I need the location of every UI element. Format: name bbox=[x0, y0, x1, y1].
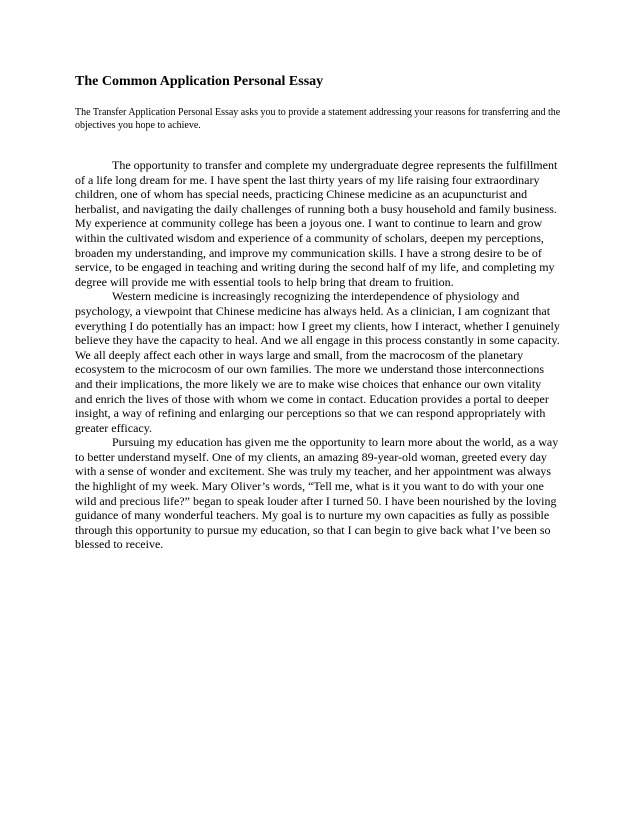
essay-body bbox=[75, 158, 561, 552]
essay-paragraph-2: Western medicine is increasingly recognizing the interdependence of physiology and psychology, a viewpoint that Chinese medicine has always held. As a clinician, I am cognizant that everything I do potentially has an impact: how I greet my clients, how I interact, whether I genuinely believe they have the capacity to heal. And we all engage in this process constantly in some capacity. We all deeply affect each other in ways large and small, from the macrocosm of the planetary ecosystem to the microcosm of our own families. The more we understand those interconnections and their implications, the more likely we are to make wise choices that enhance our own vitality and enrich the lives of those with whom we come in contact. Education provides a portal to deeper insight, a way of refining and enlarging our perceptions so that we can respond appropriately with greater efficacy. bbox=[75, 289, 560, 435]
essay-paragraph-3: Pursuing my education has given me the opportunity to learn more about the world, as a way to better understand myself. One of my clients, an amazing 89-year-old woman, greeted every day with a sense of wonder and excitement. She was truly my teacher, and her appointment was always the highlight of my week. Mary Oliver’s words, “Tell me, what is it you want to do with your one wild and precious life?” began to speak louder after I turned 50. I have been nourished by the loving guidance of many wonderful teachers. My goal is to nurture my own capacities as fully as possible through this opportunity to pursue my education, so that I can begin to give back what I’ve been so blessed to receive. bbox=[75, 435, 559, 552]
essay-title: The Common Application Personal Essay bbox=[75, 74, 324, 89]
essay-paragraph-1: The opportunity to transfer and complete my undergraduate degree represents the fulfillment of a life long dream for me. I have spent the last thirty years of my life raising four extraordinary children, one of whom has special needs, practicing Chinese medicine as an acupuncturist and herbalist, and navigating the daily challenges of running both a busy household and family business. My experience at community college has been a joyous one. I want to continue to learn and grow within the cultivated wisdom and experience of a community of scholars, deepen my perceptions, broaden my understanding, and improve my communication skills. I have a strong desire to be of service, to be engaged in teaching and writing during the second half of my life, and completing my degree will provide me with essential tools to help bring that dream to fruition. bbox=[75, 158, 558, 289]
essay-prompt: The Transfer Application Personal Essay asks you to provide a statement addressing your reasons for transferring and the objectives you hope to achieve. bbox=[75, 107, 561, 131]
